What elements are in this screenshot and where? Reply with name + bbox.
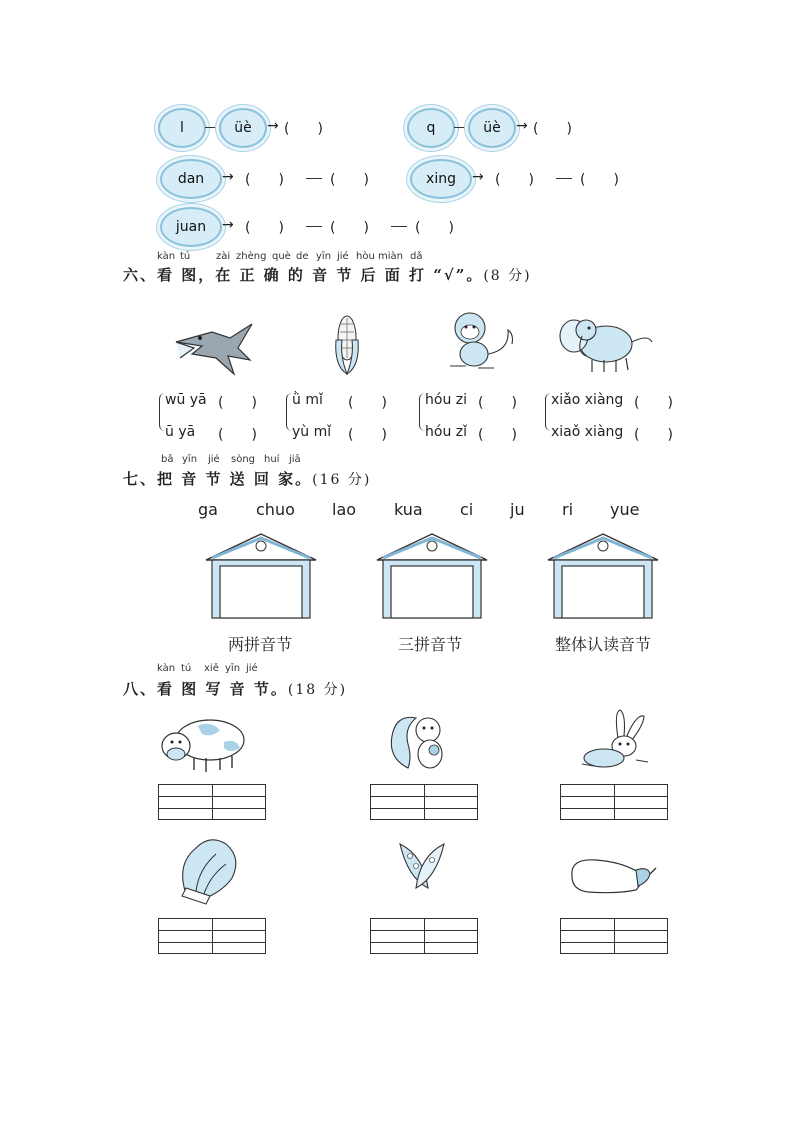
house-label: 两拼音节 <box>228 635 293 654</box>
arrow: → <box>472 169 484 185</box>
crow-picture <box>172 318 256 376</box>
house-label: 三拼音节 <box>398 635 463 654</box>
answer-blank[interactable]: ( ) <box>330 172 369 188</box>
connector-line <box>306 178 322 179</box>
check-blank[interactable]: ( ) <box>348 427 387 443</box>
title-pinyin: bǎ yīn jié sòng huí jiā <box>161 454 301 465</box>
syllable-bubble <box>219 108 267 148</box>
syllable-bubble <box>410 159 472 199</box>
syllable-word: ci <box>460 500 474 519</box>
syllable-word: ju <box>510 500 525 519</box>
check-blank[interactable]: ( ) <box>634 427 673 443</box>
option-text: hóu zi <box>425 392 467 408</box>
answer-blank[interactable]: ( ) <box>245 220 284 236</box>
option-text: wū yā <box>165 392 207 408</box>
option-text: yù mǐ <box>292 424 332 440</box>
arrow: → <box>222 217 234 233</box>
section-7-title: 七、把 音 节 送 回 家。(16 分) <box>123 470 372 488</box>
title-pinyin: kàn tú zài zhèng què de yīn jié hòu miàn dǎ <box>157 251 423 262</box>
eggplant-picture <box>566 852 658 896</box>
rabbit-picture <box>578 708 654 772</box>
cabbage-picture <box>176 834 242 906</box>
house-three-part[interactable] <box>375 532 489 620</box>
check-blank[interactable]: ( ) <box>478 395 517 411</box>
syllable-bubble <box>407 108 455 148</box>
syllable-word: ri <box>562 500 574 519</box>
arrow: → <box>222 169 234 185</box>
bubble-text: üè <box>483 120 501 136</box>
monkey-picture <box>444 310 518 372</box>
answer-blank[interactable]: ( ) <box>533 121 572 137</box>
check-blank[interactable]: ( ) <box>348 395 387 411</box>
check-blank[interactable]: ( ) <box>478 427 517 443</box>
bean-picture <box>394 838 450 894</box>
bubble-text: l <box>180 120 184 136</box>
syllable-bubble <box>468 108 516 148</box>
connector-line <box>454 127 468 128</box>
answer-blank[interactable]: ( ) <box>284 121 323 137</box>
writing-grid[interactable] <box>370 784 478 820</box>
syllable-word: chuo <box>256 500 295 519</box>
option-text: hóu zǐ <box>425 424 467 440</box>
bubble-text: q <box>426 120 436 136</box>
bubble-text: juan <box>175 219 207 235</box>
answer-blank[interactable]: ( ) <box>330 220 369 236</box>
house-two-part[interactable] <box>204 532 318 620</box>
option-text: xiaǒ xiàng <box>551 424 624 440</box>
option-text: ū yā <box>165 424 196 440</box>
answer-blank[interactable]: ( ) <box>580 172 619 188</box>
writing-grid[interactable] <box>560 784 668 820</box>
connector-line <box>391 226 407 227</box>
answer-blank[interactable]: ( ) <box>245 172 284 188</box>
bubble-text: xing <box>426 171 456 187</box>
syllable-word: lao <box>332 500 357 519</box>
syllable-bubble <box>158 108 206 148</box>
writing-grid[interactable] <box>560 918 668 954</box>
answer-blank[interactable]: ( ) <box>495 172 534 188</box>
writing-grid[interactable] <box>158 784 266 820</box>
answer-blank[interactable]: ( ) <box>415 220 454 236</box>
connector-line <box>556 178 572 179</box>
section-6-title: 六、看 图，在 正 确 的 音 节 后 面 打 “√”。(8 分) <box>123 266 532 284</box>
house-label: 整体认读音节 <box>555 635 652 654</box>
connector-line <box>306 226 322 227</box>
arrow: → <box>516 118 528 134</box>
arrow: → <box>267 118 279 134</box>
writing-grid[interactable] <box>370 918 478 954</box>
syllable-bubble <box>160 159 222 199</box>
syllable-bubble <box>160 207 222 247</box>
check-blank[interactable]: ( ) <box>634 395 673 411</box>
elephant-picture <box>556 312 656 374</box>
check-blank[interactable]: ( ) <box>218 395 257 411</box>
option-text: xiǎo xiàng <box>551 392 624 408</box>
syllable-word: kua <box>394 500 423 519</box>
title-pinyin: kàn tú xiě yīn jié <box>157 663 258 674</box>
check-blank[interactable]: ( ) <box>218 427 257 443</box>
bubble-text: üè <box>234 120 252 136</box>
corn-picture <box>330 310 364 376</box>
syllable-word: ga <box>198 500 218 519</box>
option-text: ǜ mǐ <box>292 392 323 408</box>
cow-picture <box>158 712 248 774</box>
connector-line <box>205 127 219 128</box>
house-whole-read[interactable] <box>546 532 660 620</box>
writing-grid[interactable] <box>158 918 266 954</box>
syllable-word: yue <box>610 500 640 519</box>
section-8-title: 八、看 图 写 音 节。(18 分) <box>123 680 348 698</box>
bubble-text: dan <box>177 171 205 187</box>
squirrel-picture <box>386 708 456 772</box>
